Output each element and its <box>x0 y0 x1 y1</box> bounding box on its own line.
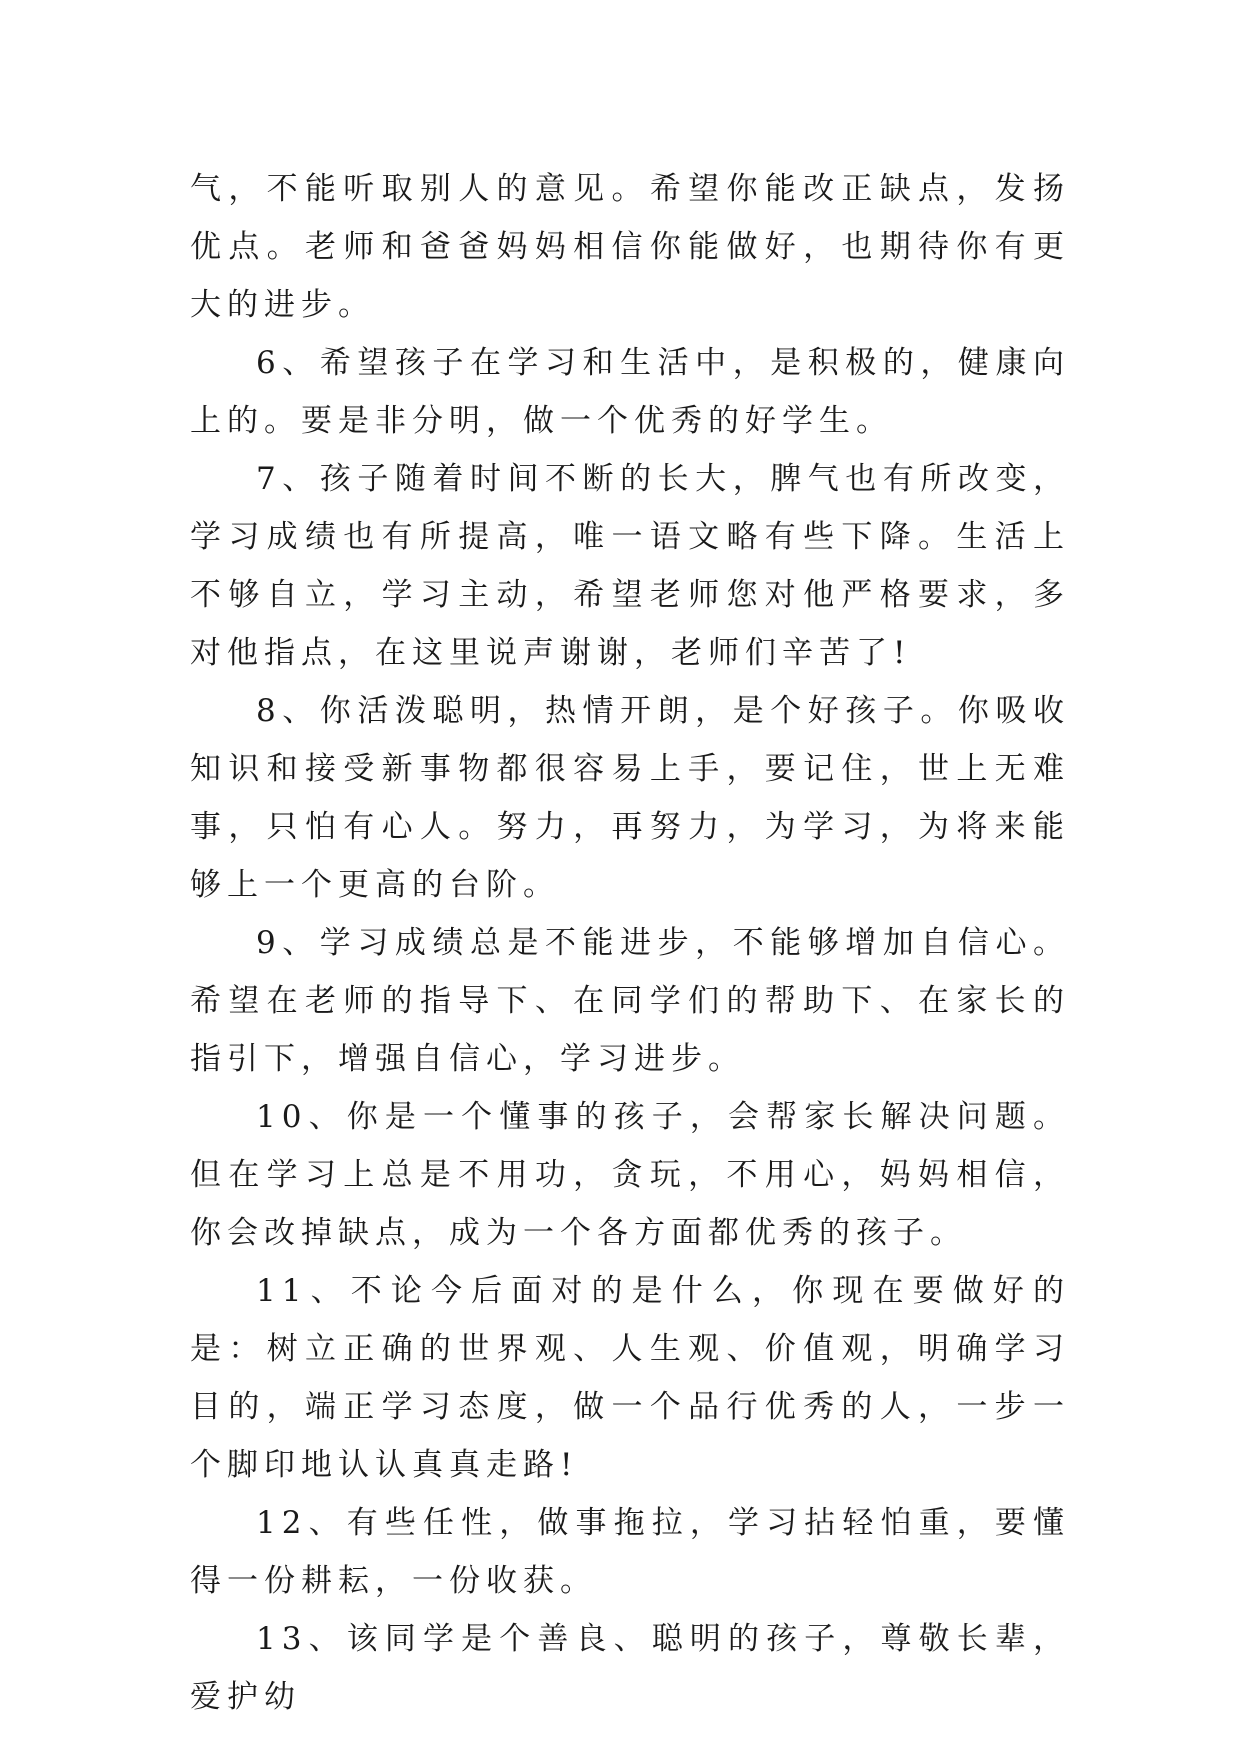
paragraph-continuation: 气，不能听取别人的意见。希望你能改正缺点，发扬优点。老师和爸爸妈妈相信你能做好，也期待你有更大的进步。 <box>190 171 1070 323</box>
paragraph-item-8: 8、你活泼聪明，热情开朗，是个好孩子。你吸收知识和接受新事物都很容易上手，要记住，世上无难事，只怕有心人。努力，再努力，为学习，为将来能够上一个更高的台阶。 <box>190 693 1070 903</box>
paragraph-item-10: 10、你是一个懂事的孩子，会帮家长解决问题。但在学习上总是不用功，贪玩，不用心，妈妈相信，你会改掉缺点，成为一个各方面都优秀的孩子。 <box>190 1099 1070 1251</box>
paragraph-item-7: 7、孩子随着时间不断的长大，脾气也有所改变，学习成绩也有所提高，唯一语文略有些下降。生活上不够自立，学习主动，希望老师您对他严格要求，多对他指点，在这里说声谢谢，老师们辛苦了! <box>190 461 1070 671</box>
document-body <box>190 160 1070 1726</box>
paragraph-item-13: 13、该同学是个善良、聪明的孩子，尊敬长辈，爱护幼 <box>190 1621 1070 1715</box>
paragraph-item-12: 12、有些任性，做事拖拉，学习拈轻怕重，要懂得一份耕耘，一份收获。 <box>190 1505 1070 1599</box>
paragraph-item-9: 9、学习成绩总是不能进步，不能够增加自信心。希望在老师的指导下、在同学们的帮助下、在家长的指引下，增强自信心，学习进步。 <box>190 925 1070 1077</box>
paragraph-item-6: 6、希望孩子在学习和生活中，是积极的，健康向上的。要是非分明，做一个优秀的好学生。 <box>190 345 1070 439</box>
paragraph-item-11: 11、不论今后面对的是什么，你现在要做好的是：树立正确的世界观、人生观、价值观，明确学习目的，端正学习态度，做一个品行优秀的人，一步一个脚印地认认真真走路! <box>190 1273 1070 1483</box>
